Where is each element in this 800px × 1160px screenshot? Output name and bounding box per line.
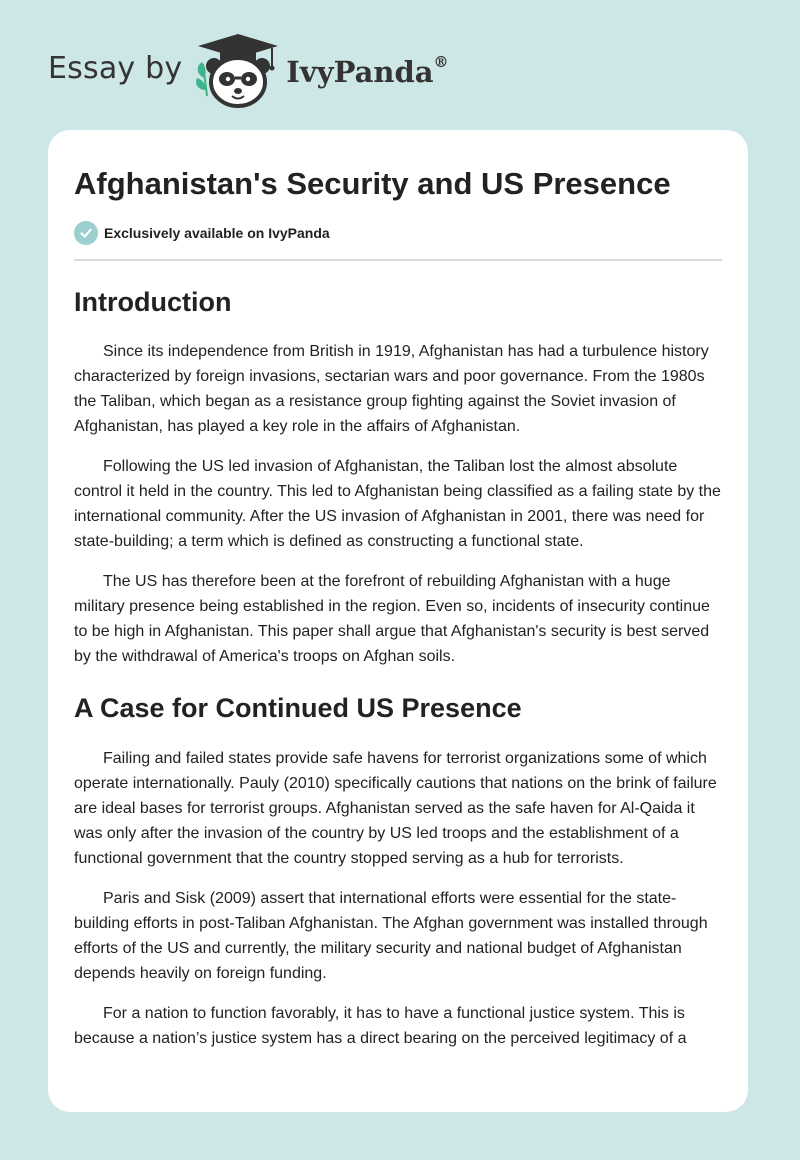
paragraph: For a nation to function favorably, it has to have a functional justice system. This is because a nation’s justice system has a direct bearing on the perceived legitimacy of a xyxy=(74,1005,687,1047)
essay-card xyxy=(48,130,748,1112)
paragraph: The US has therefore been at the forefront of rebuilding Afghanistan with a huge military presence being established in the region. Even so, incidents of insecurity continue to be high in Afghanistan. This paper shall argue that Afghanistan's security is best served by the withdrawal of America's troops on Afghan soils. xyxy=(74,573,710,665)
section-heading: A Case for Continued US Presence xyxy=(74,693,522,723)
title-divider xyxy=(74,259,722,261)
registered-mark: ® xyxy=(433,53,449,71)
paragraph: Since its independence from British in 1919, Afghanistan has had a turbulence history characterized by foreign invasions, sectarian wars and poor governance. From the 1980s the Taliban, which began as a resistance group fighting against the Soviet invasion of Afghanistan, has played a key role in the affairs of Afghanistan. xyxy=(74,343,709,435)
section-introduction xyxy=(74,285,722,669)
exclusive-badge-label: Exclusively available on IvyPanda xyxy=(104,225,330,241)
paragraph: Paris and Sisk (2009) assert that international efforts were essential for the state-building efforts in post-Taliban Afghanistan. The Afghan government was installed through efforts of the US and currently, the military security and national budget of Afghanistan depends heavily on foreign funding. xyxy=(74,890,708,982)
brand-header xyxy=(48,30,449,110)
section-heading: Introduction xyxy=(74,287,232,317)
section-case-for-us-presence xyxy=(74,691,722,1051)
check-circle-icon xyxy=(74,221,98,245)
paragraph: Failing and failed states provide safe havens for terrorist organizations some of which operate internationally. Pauly (2010) specifically cautions that nations on the brink of failure are ideal bases for terrorist groups. Afghanistan served as the safe haven for Al-Qaida it was only after the invasion of the country by US led troops and the establishment of a functional government that the country stopped serving as a hub for terrorists. xyxy=(74,750,717,867)
brand-name xyxy=(286,55,448,89)
panda-logo-icon[interactable] xyxy=(192,30,284,110)
paragraph: Following the US led invasion of Afghanistan, the Taliban lost the almost absolute control it held in the country. This led to Afghanistan being classified as a failing state by the international community. After the US invasion of Afghanistan in 2001, there was need for state-building; a term which is defined as constructing a functional state. xyxy=(74,458,721,550)
brand-prefix: Essay by xyxy=(48,50,183,86)
brand-name-text: IvyPanda xyxy=(286,55,434,89)
exclusive-badge xyxy=(74,221,722,245)
page-title: Afghanistan's Security and US Presence xyxy=(74,166,671,201)
